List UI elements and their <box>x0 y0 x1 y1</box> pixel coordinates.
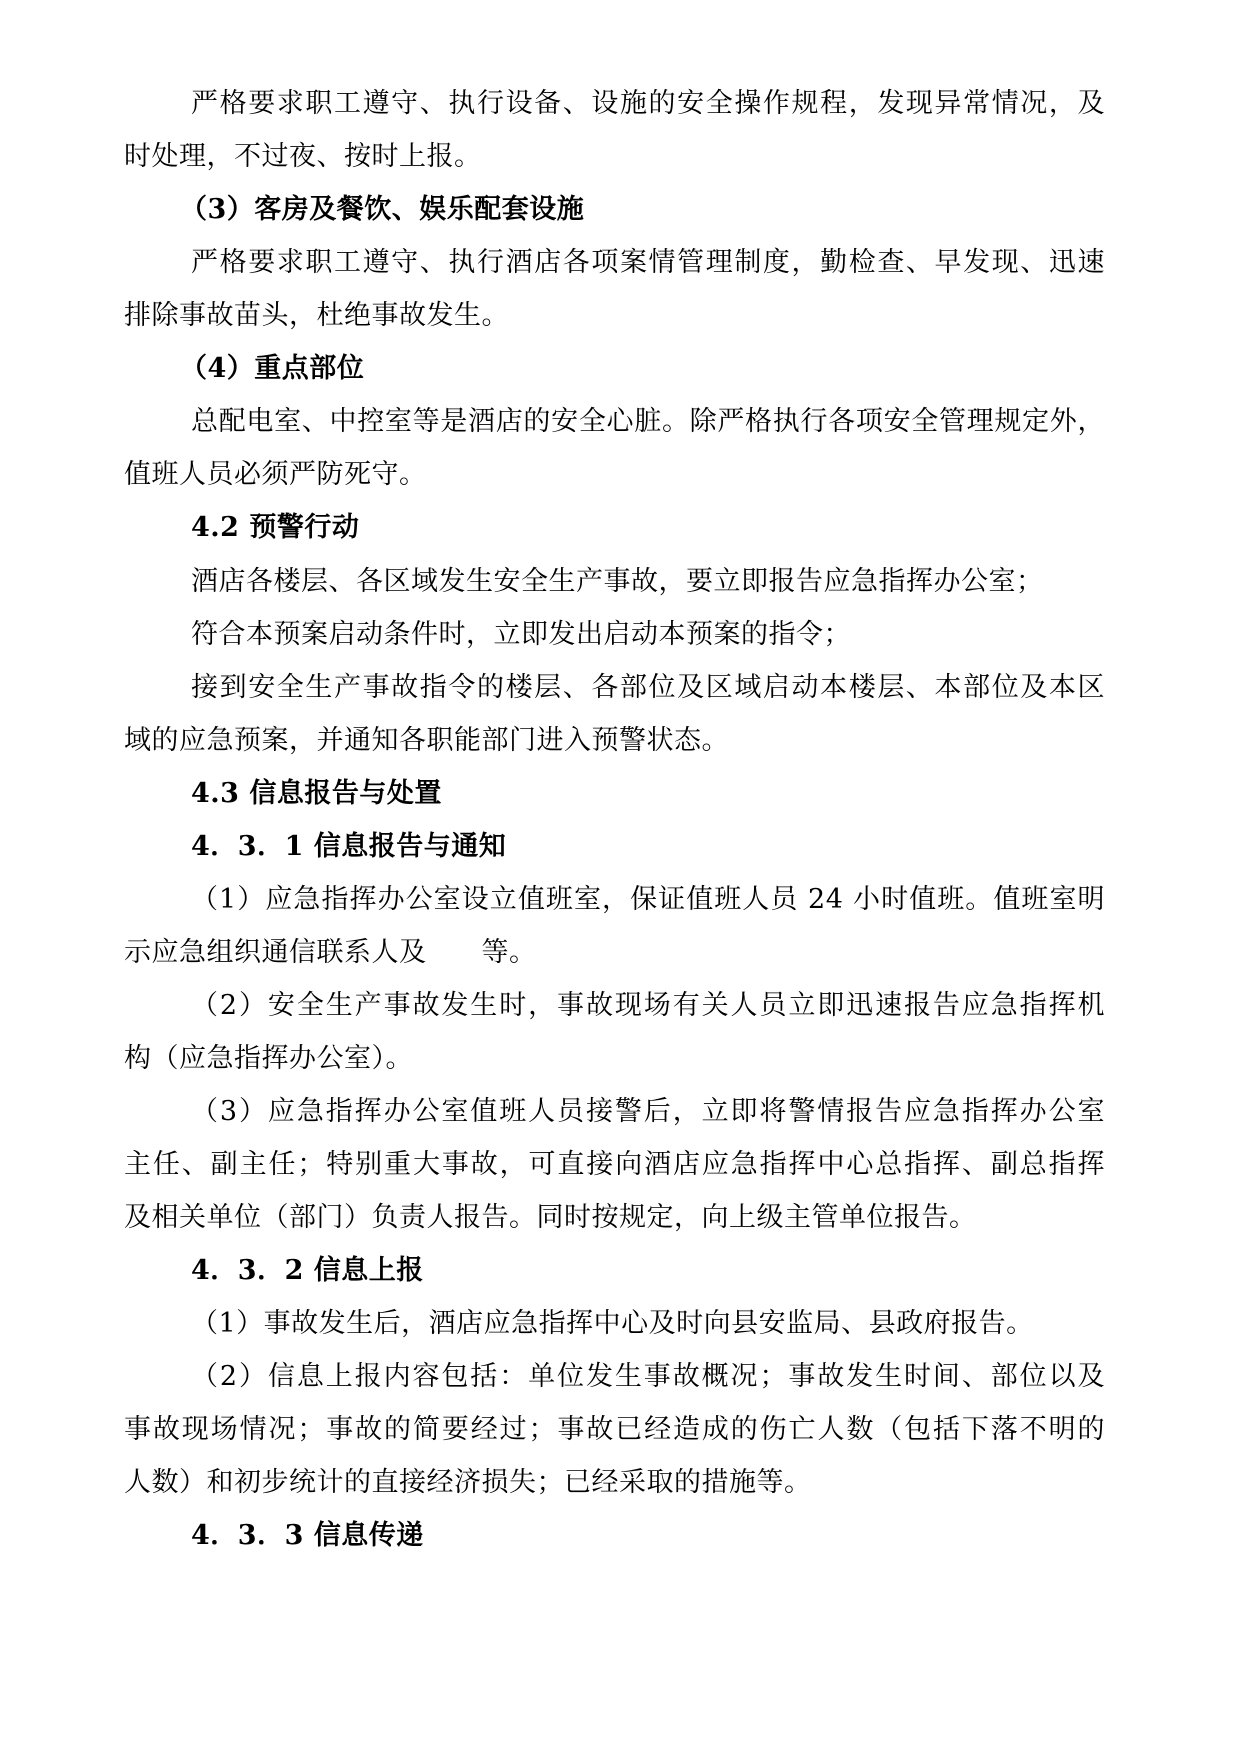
paragraph-line: （2）安全生产事故发生时，事故现场有关人员立即迅速报告应急指挥机 <box>191 990 1105 1021</box>
paragraph-line: （1）应急指挥办公室设立值班室，保证值班人员 24 小时值班。值班室明 <box>191 884 1105 915</box>
section-heading: （3）客房及餐饮、娱乐配套设施 <box>180 194 585 225</box>
section-heading: 4.2 预警行动 <box>191 512 360 543</box>
paragraph-line: 事故现场情况；事故的简要经过；事故已经造成的伤亡人数（包括下落不明的 <box>124 1414 1105 1445</box>
paragraph-line: 构（应急指挥办公室）。 <box>124 1043 413 1074</box>
paragraph-line: 及相关单位（部门）负责人报告。同时按规定，向上级主管单位报告。 <box>124 1202 977 1233</box>
paragraph-line: 主任、副主任；特别重大事故，可直接向酒店应急指挥中心总指挥、副总指挥 <box>124 1149 1105 1180</box>
section-heading: 4．3．3 信息传递 <box>191 1520 424 1551</box>
paragraph-line: 酒店各楼层、各区域发生安全生产事故，要立即报告应急指挥办公室； <box>191 566 1044 597</box>
section-heading: 4．3．2 信息上报 <box>191 1255 424 1286</box>
paragraph-line: 符合本预案启动条件时，立即发出启动本预案的指令； <box>191 619 851 650</box>
paragraph-line: 域的应急预案，并通知各职能部门进入预警状态。 <box>124 725 729 756</box>
section-heading: 4．3．1 信息报告与通知 <box>191 831 507 862</box>
paragraph-line: 示应急组织通信联系人及 等。 <box>124 937 537 968</box>
paragraph-line: 值班人员必须严防死守。 <box>124 459 427 490</box>
paragraph-line: （3）应急指挥办公室值班人员接警后，立即将警情报告应急指挥办公室 <box>191 1096 1105 1127</box>
paragraph-line: 排除事故苗头，杜绝事故发生。 <box>124 300 509 331</box>
paragraph-line: 总配电室、中控室等是酒店的安全心脏。除严格执行各项安全管理规定外， <box>191 406 1105 437</box>
paragraph-line: （2）信息上报内容包括：单位发生事故概况；事故发生时间、部位以及 <box>191 1361 1105 1392</box>
section-heading: 4.3 信息报告与处置 <box>191 778 442 809</box>
section-heading: （4）重点部位 <box>180 353 365 384</box>
paragraph-line: 接到安全生产事故指令的楼层、各部位及区域启动本楼层、本部位及本区 <box>191 672 1105 703</box>
paragraph-line: 时处理，不过夜、按时上报。 <box>124 141 482 172</box>
paragraph-line: 严格要求职工遵守、执行酒店各项案情管理制度，勤检查、早发现、迅速 <box>191 247 1105 278</box>
paragraph-line: 严格要求职工遵守、执行设备、设施的安全操作规程，发现异常情况，及 <box>191 88 1105 119</box>
paragraph-line: （1）事故发生后，酒店应急指挥中心及时向县安监局、县政府报告。 <box>191 1308 1034 1339</box>
paragraph-line: 人数）和初步统计的直接经济损失；已经采取的措施等。 <box>124 1467 812 1498</box>
